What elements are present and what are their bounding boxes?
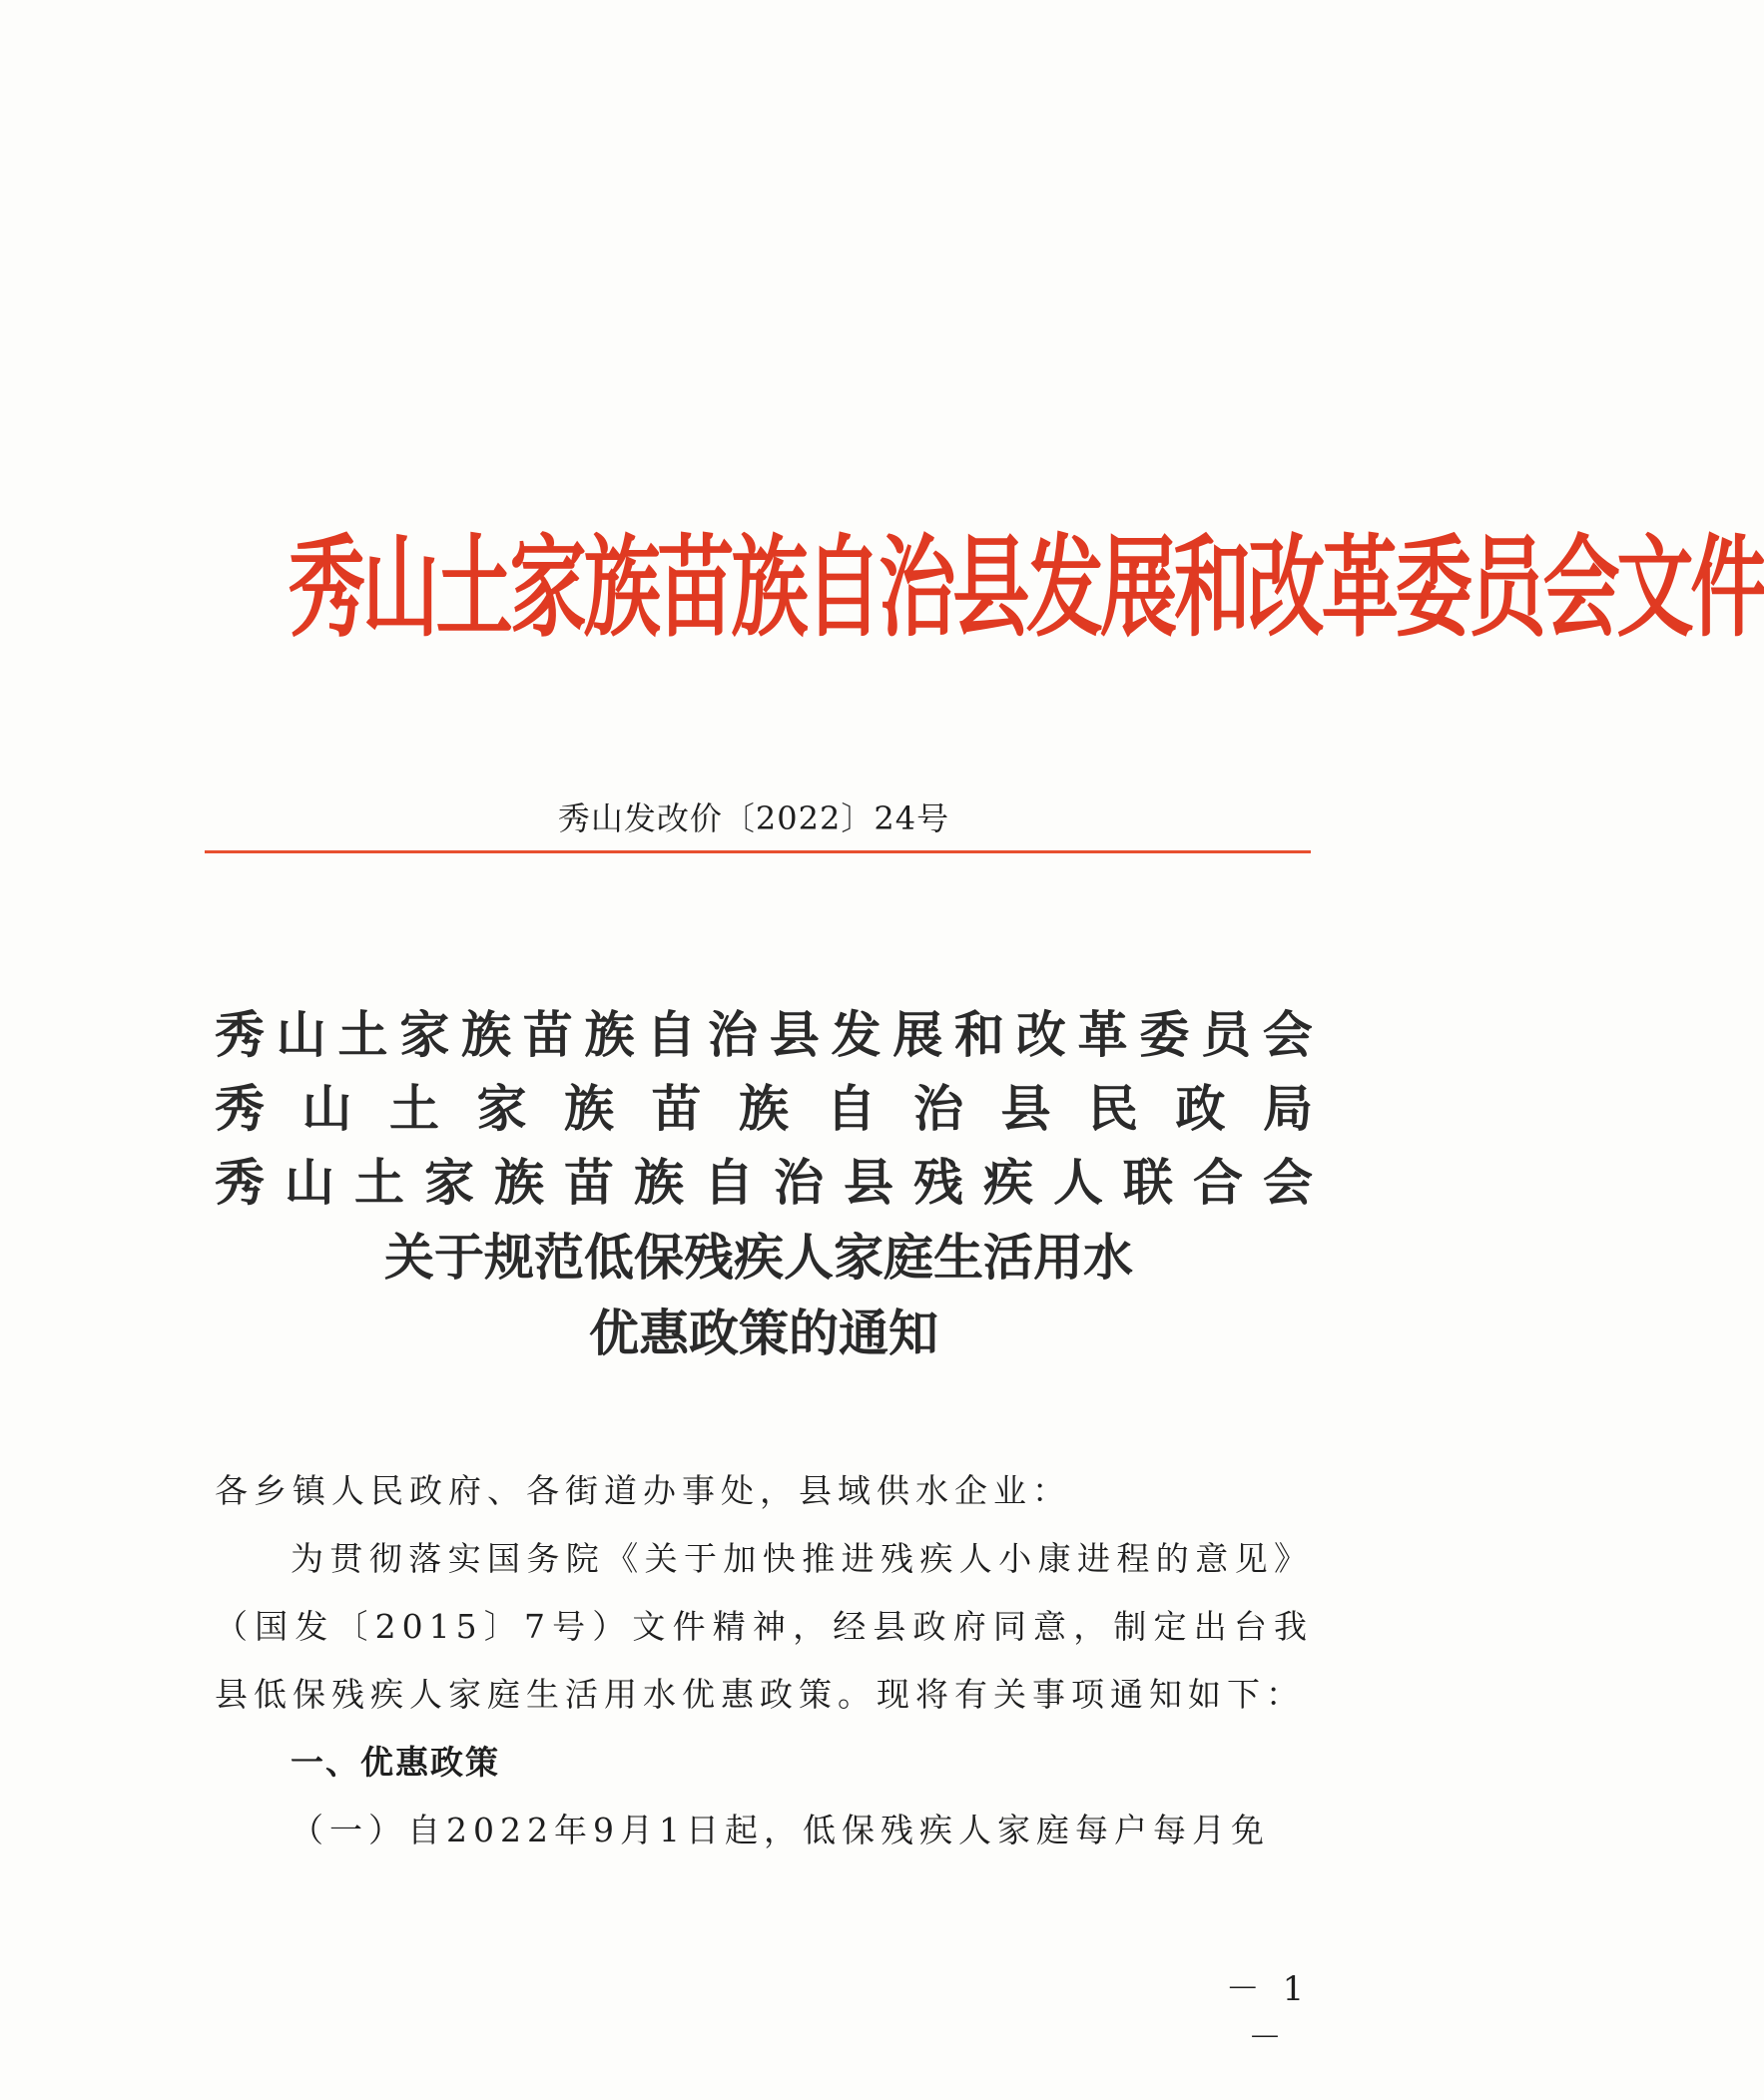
page-number: － 1 －: [1225, 1969, 1311, 2058]
issuer-char: 秀: [215, 1154, 265, 1212]
issuer-char: 残: [913, 1154, 963, 1212]
issuer-char: 联: [1123, 1154, 1173, 1212]
issuer-char: 秀: [215, 1006, 265, 1064]
issuer-char: 县: [1000, 1080, 1051, 1138]
issuer-char: 家: [476, 1080, 527, 1138]
document-number: 秀山发改价〔2022〕24号: [557, 799, 950, 837]
section-heading-1: 一、优惠政策: [291, 1743, 500, 1782]
issuer-char: 会: [1263, 1154, 1313, 1212]
issuer-char: 政: [1175, 1080, 1226, 1138]
issuer-char: 家: [424, 1154, 474, 1212]
issuer-char: 秀: [215, 1080, 265, 1138]
paragraph-2: （一）自2022年9月1日起，低保残疾人家庭每户每月免: [291, 1811, 1270, 1849]
issuer-char: 家: [399, 1006, 450, 1064]
issuer-char: 苗: [651, 1080, 702, 1138]
salutation: 各乡镇人民政府、各街道办事处，县域供水企业：: [215, 1471, 1071, 1510]
masthead-title: 秀山土家族苗族自治县发展和改革委员会文件: [288, 524, 1764, 653]
red-separator-line: [205, 850, 1311, 853]
issuer-char: 治: [708, 1006, 758, 1064]
issuer-char: 会: [1262, 1006, 1313, 1064]
issuer-char: 族: [739, 1080, 789, 1138]
issuer-char: 合: [1193, 1154, 1243, 1212]
issuer-char: 和: [954, 1006, 1004, 1064]
issuer-char: 委: [1139, 1006, 1190, 1064]
subject-line-2: 优惠政策的通知: [589, 1305, 938, 1362]
title-block: [215, 998, 1313, 1371]
issuer-char: 局: [1263, 1080, 1313, 1138]
issuer-char: 土: [337, 1006, 388, 1064]
issuer-char: 族: [634, 1154, 684, 1212]
issuer-char: 族: [564, 1080, 614, 1138]
issuer-char: 苗: [522, 1006, 573, 1064]
subject-title: [215, 1220, 1313, 1371]
issuer-char: 县: [844, 1154, 893, 1212]
issuer-char: 员: [1201, 1006, 1251, 1064]
issuer-char: 民: [1088, 1080, 1138, 1138]
issuer-char: 山: [276, 1006, 326, 1064]
issuer-char: 土: [389, 1080, 439, 1138]
paragraph-1: 为贯彻落实国务院《关于加快推进残疾人小康进程的意见》（国发〔2015〕7号）文件精神，经县政府同意，制定出台我县低保残疾人家庭生活用水优惠政策。现将有关事项通知如下：: [215, 1539, 1313, 1714]
issuer-char: 县: [769, 1006, 820, 1064]
issuer-char: 疾: [983, 1154, 1033, 1212]
issuer-line-1: [215, 998, 1313, 1072]
issuer-line-2: [215, 1072, 1313, 1146]
issuer-char: 革: [1077, 1006, 1128, 1064]
issuer-char: 自: [826, 1080, 877, 1138]
issuer-char: 发: [831, 1006, 882, 1064]
issuer-char: 展: [892, 1006, 943, 1064]
issuer-char: 自: [704, 1154, 754, 1212]
issuer-line-3: [215, 1146, 1313, 1220]
issuer-char: 族: [584, 1006, 635, 1064]
issuer-char: 治: [913, 1080, 963, 1138]
issuer-char: 土: [354, 1154, 404, 1212]
issuer-char: 族: [494, 1154, 544, 1212]
issuer-char: 山: [285, 1154, 334, 1212]
issuer-char: 苗: [564, 1154, 614, 1212]
issuer-char: 治: [774, 1154, 824, 1212]
issuer-char: 自: [646, 1006, 697, 1064]
issuer-char: 山: [301, 1080, 352, 1138]
issuer-char: 人: [1053, 1154, 1103, 1212]
subject-line-1: 关于规范低保残疾人家庭生活用水: [384, 1229, 1133, 1287]
issuer-char: 族: [461, 1006, 511, 1064]
body-text: [215, 1457, 1313, 1864]
issuer-char: 改: [1015, 1006, 1066, 1064]
